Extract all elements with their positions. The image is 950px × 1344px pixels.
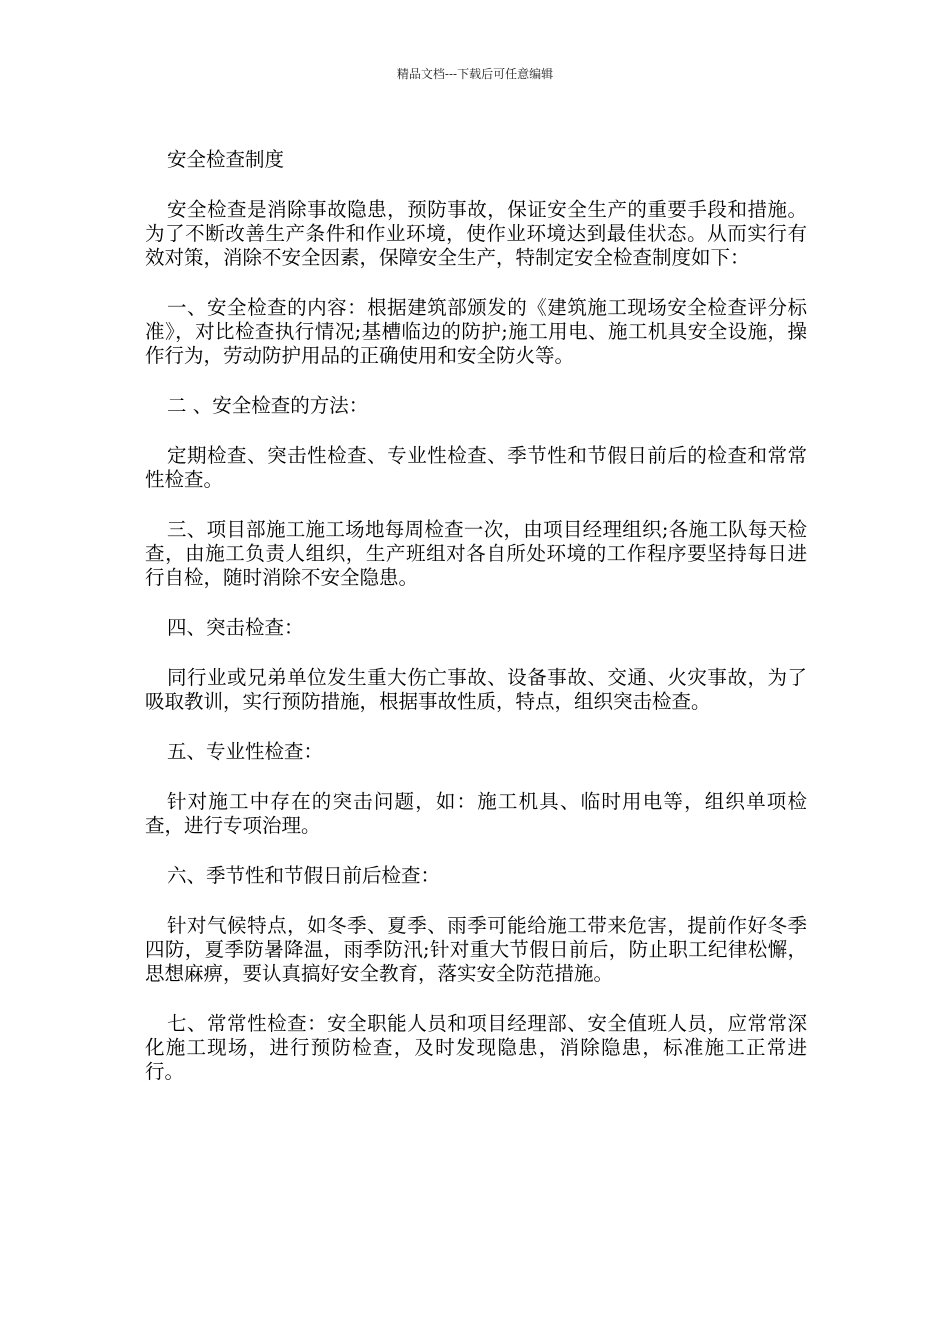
document-title: 安全检查制度 bbox=[167, 148, 285, 171]
section-7-paragraph: 七、常常性检查：安全职能人员和项目经理部、安全值班人员，应常常深化施工现场，进行预防检查，及时发现隐患，消除隐患，标准施工正常进行。 bbox=[145, 1012, 807, 1083]
section-1-content-paragraph: 一、安全检查的内容：根据建筑部颁发的《建筑施工现场安全检查评分标准》，对比检查执行情况;基槽临边的防护;施工用电、施工机具安全设施，操作行为，劳动防护用品的正确使用和安全防火等。 bbox=[145, 296, 807, 367]
section-6-heading: 六、季节性和节假日前后检查： bbox=[167, 864, 441, 887]
section-6-paragraph: 针对气候特点，如冬季、夏季、雨季可能给施工带来危害，提前作好冬季四防，夏季防暑降温，雨季防汛;针对重大节假日前后，防止职工纪律松懈，思想麻痹，要认真搞好安全教育，落实安全防范措施。 bbox=[145, 914, 807, 985]
section-2-methods-paragraph: 定期检查、突击性检查、专业性检查、季节性和节假日前后的检查和常常性检查。 bbox=[145, 444, 807, 491]
section-5-heading: 五、专业性检查： bbox=[167, 740, 324, 763]
section-4-paragraph: 同行业或兄弟单位发生重大伤亡事故、设备事故、交通、火灾事故，为了吸取教训，实行预防措施，根据事故性质，特点，组织突击检查。 bbox=[145, 666, 807, 713]
section-4-heading: 四、突击检查： bbox=[167, 616, 304, 639]
intro-paragraph: 安全检查是消除事故隐患，预防事故，保证安全生产的重要手段和措施。为了不断改善生产条件和作业环境，使作业环境达到最佳状态。从而实行有效对策，消除不安全因素，保障安全生产，特制定安全检查制度如下： bbox=[145, 198, 807, 269]
page-header-watermark: 精品文档---下载后可任意编辑 bbox=[396, 67, 554, 81]
document-body bbox=[145, 148, 807, 1110]
section-2-heading: 二 、安全检查的方法： bbox=[167, 394, 369, 417]
section-5-paragraph: 针对施工中存在的突击问题，如：施工机具、临时用电等，组织单项检查，进行专项治理。 bbox=[145, 790, 807, 837]
section-3-paragraph: 三、项目部施工施工场地每周检查一次，由项目经理组织;各施工队每天检查，由施工负责人组织，生产班组对各自所处环境的工作程序要坚持每日进行自检，随时消除不安全隐患。 bbox=[145, 518, 807, 589]
